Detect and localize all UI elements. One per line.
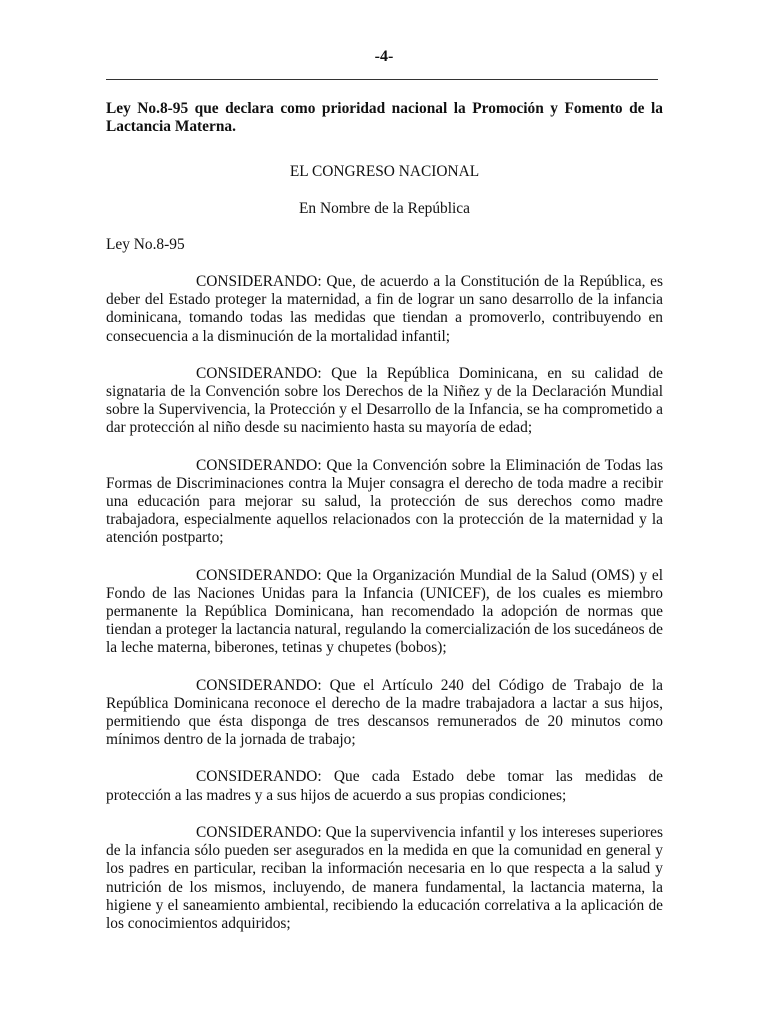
considerando-paragraph: CONSIDERANDO: Que la Convención sobre la Eliminación de Todas las Formas de Discriminaciones contra la Mujer consagra el derecho de toda madre a recibir una educación para mejorar su salud, la protección de sus derechos como madre trabajadora, especialmente aquellos relacionados con la protección de la maternidad y la atención postparto; <box>106 456 663 547</box>
considerando-paragraph: CONSIDERANDO: Que, de acuerdo a la Constitución de la República, es deber del Estado proteger la maternidad, a fin de lograr un sano desarrollo de la infancia dominicana, tomando todas las medidas que tiendan a promoverlo, contribuyendo en consecuencia a la disminución de la mortalidad infantil; <box>106 273 663 345</box>
law-number-line: Ley No.8-95 <box>106 235 185 253</box>
considerando-paragraph: CONSIDERANDO: Que cada Estado debe tomar las medidas de protección a las madres y a sus hijos de acuerdo a sus propias condiciones; <box>106 768 663 804</box>
considerando-paragraph: CONSIDERANDO: Que la Organización Mundial de la Salud (OMS) y el Fondo de las Naciones Unidas para la Infancia (UNICEF), de los cuales es miembro permanente la República Dominicana, han recomendado la adopción de normas que tiendan a proteger la lactancia natural, regulando la comercialización de los sucedáneos de la leche materna, biberones, tetinas y chupetes (bobos); <box>106 566 663 657</box>
considerando-paragraph: CONSIDERANDO: Que la República Dominicana, en su calidad de signataria de la Convención sobre los Derechos de la Niñez y de la Declaración Mundial sobre la Supervivencia, la Protección y el Desarrollo de la Infancia, se ha comprometido a dar protección al niño desde su nacimiento hasta su mayoría de edad; <box>106 364 663 437</box>
considerando-paragraph: CONSIDERANDO: Que el Artículo 240 del Código de Trabajo de la República Dominicana reconoce el derecho de la madre trabajadora a lactar a sus hijos, permitiendo que ésta disponga de tres descansos remunerados de 20 minutos como mínimos dentro de la jornada de trabajo; <box>106 676 663 749</box>
law-title: Ley No.8-95 que declara como prioridad nacional la Promoción y Fomento de la Lactancia Materna. <box>106 100 663 136</box>
document-body <box>106 100 663 933</box>
heading-congreso: EL CONGRESO NACIONAL <box>289 163 480 181</box>
header-rule <box>106 79 658 80</box>
heading-nombre: En Nombre de la República <box>299 199 470 217</box>
page-number: -4- <box>374 48 394 65</box>
considerando-paragraph: CONSIDERANDO: Que la supervivencia infantil y los intereses superiores de la infancia sólo pueden ser asegurados en la medida en que la comunidad en general y los padres en particular, reciban la información necesaria en lo que respecta a la salud y nutrición de los mismos, incluyendo, de manera fundamental, la lactancia materna, la higiene y el saneamiento ambiental, recibiendo la educación correlativa a la aplicación de los conocimientos adquiridos; <box>106 823 663 932</box>
